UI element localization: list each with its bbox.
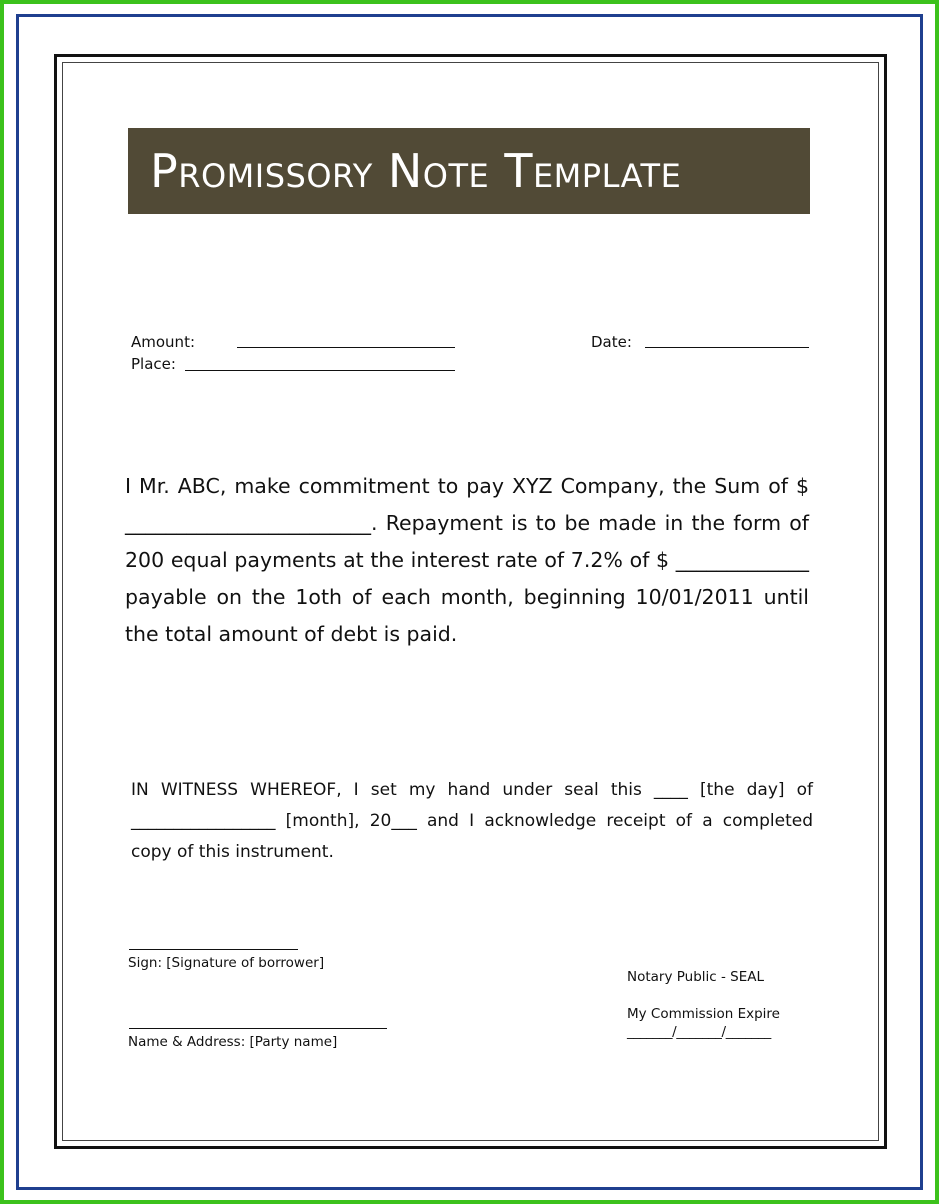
commitment-paragraph xyxy=(125,468,809,653)
amount-label: Amount: xyxy=(131,333,195,351)
witness-paragraph xyxy=(131,775,813,868)
name-address-line[interactable] xyxy=(129,1028,387,1029)
signature-line[interactable] xyxy=(129,949,298,950)
commission-date-blank[interactable]: _______/_______/_______ xyxy=(627,1024,771,1040)
sign-label: Sign: [Signature of borrower] xyxy=(128,955,325,971)
amount-line[interactable] xyxy=(237,347,455,348)
witness-text: IN WITNESS WHEREOF, I set my hand under seal this ____ [the day] of _________________ [month], 20___ and I acknowledge receipt of a completed copy of this instrument. xyxy=(131,780,813,862)
commission-label: My Commission Expire xyxy=(627,1006,780,1022)
date-label: Date: xyxy=(591,333,632,351)
place-line[interactable] xyxy=(185,370,455,371)
document-title: Promissory Note Template xyxy=(128,128,810,214)
notary-label: Notary Public - SEAL xyxy=(627,969,765,985)
place-label: Place: xyxy=(131,355,176,373)
date-line[interactable] xyxy=(645,347,809,348)
commitment-text: I Mr. ABC, make commitment to pay XYZ Company, the Sum of $ ________________________. Repayment is to be made in the form of 200 equal payments at the interest rate of 7.2% of $ _____________ payable on the 1oth of each month, beginning 10/01/2011 until the total amount of debt is paid. xyxy=(125,474,809,646)
name-address-label: Name & Address: [Party name] xyxy=(128,1034,338,1050)
